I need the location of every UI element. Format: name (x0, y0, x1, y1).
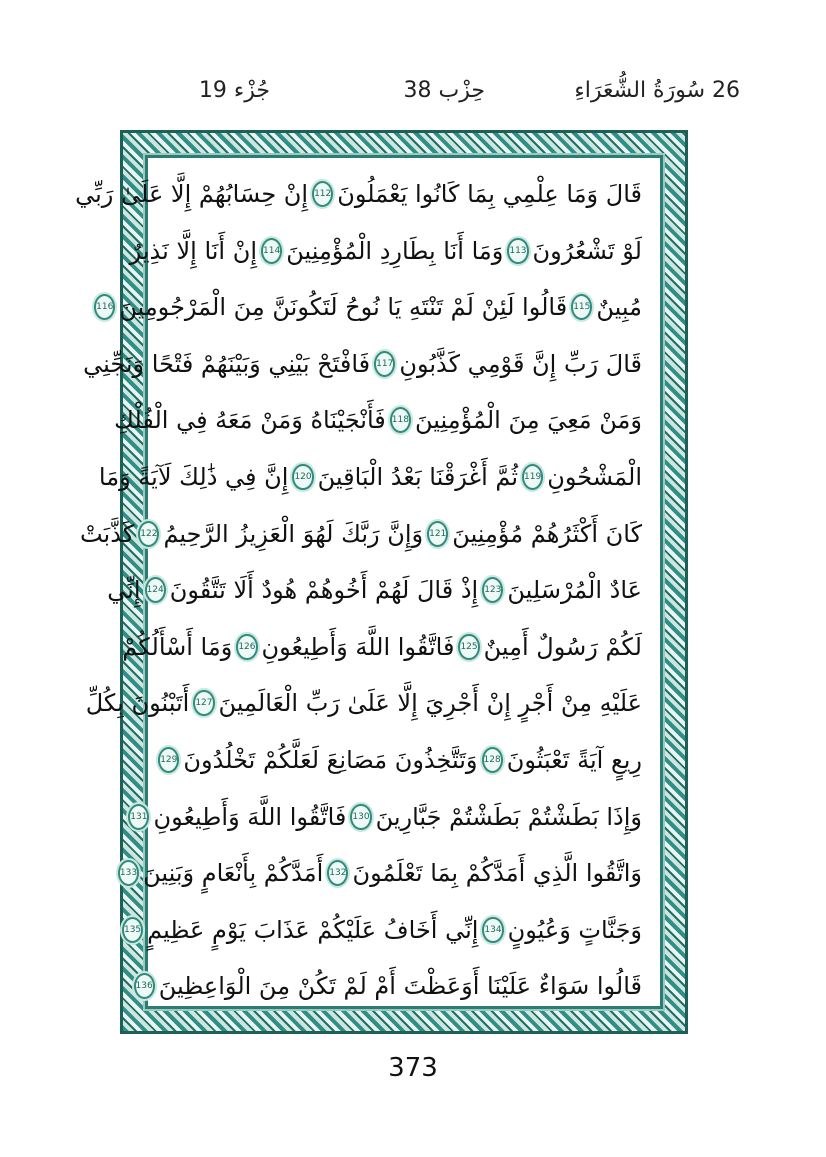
verse-text: إِنَّ فِي ذَٰلِكَ لَآيَةً وَمَا (98, 463, 289, 491)
ayah-end-rosette-icon: 129 (158, 747, 179, 773)
verse-line (160, 732, 642, 788)
verse-line (98, 449, 642, 505)
ayah-end-rosette-icon: 132 (327, 860, 348, 886)
verse-text: قَالُوا سَوَاءٌ عَلَيْنَا أَوَعَظْتَ أَمْ لَمْ تَكُنْ مِنَ الْوَاعِظِينَ (158, 972, 642, 1001)
ayah-end-rosette-icon: 127 (193, 690, 214, 716)
verse-lines (75, 166, 642, 1001)
verse-text: إِنْ أَنَا إِلَّا نَذِيرٌ (129, 236, 258, 265)
ayah-end-rosette-icon: 116 (94, 294, 115, 320)
verse-text: فَاتَّقُوا اللَّهَ وَأَطِيعُونِ (153, 802, 347, 831)
verse-text: وَمَا أَنَا بِطَارِدِ الْمُؤْمِنِينَ (286, 236, 504, 265)
verse-text: وَإِنَّ رَبَّكَ لَهُوَ الْعَزِيزُ الرَّحِيمُ (163, 519, 424, 548)
surah-title: 26 سُورَةُ الشُّعَرَاءِ (574, 78, 740, 103)
verse-text: أَمَدَّكُمْ بِأَنْعَامٍ وَبَنِينَ (143, 859, 324, 888)
verse-line (122, 619, 642, 675)
ayah-end-rosette-icon: 133 (118, 860, 139, 886)
page-header (140, 78, 740, 118)
ayah-end-rosette-icon: 119 (522, 464, 543, 490)
verse-text: وَاتَّقُوا الَّذِي أَمَدَّكُمْ بِمَا تَعْلَمُونَ (352, 859, 642, 888)
verse-text: إِنْ حِسَابُهُمْ إِلَّا عَلَىٰ رَبِّي (75, 180, 309, 208)
juz-label: جُزْء 19 (198, 78, 270, 103)
ayah-end-rosette-icon: 120 (292, 464, 313, 490)
verse-line (79, 506, 642, 562)
ayah-end-rosette-icon: 135 (122, 917, 143, 943)
ayah-end-rosette-icon: 118 (390, 407, 411, 433)
verse-text: عَلَيْهِ مِنْ أَجْرٍ إِنْ أَجْرِيَ إِلَّا عَلَىٰ رَبِّ الْعَالَمِينَ (218, 689, 642, 718)
verse-text: مُبِينٌ (596, 293, 642, 322)
ayah-end-rosette-icon: 125 (458, 634, 479, 660)
verse-line (75, 166, 642, 222)
ayah-end-rosette-icon: 121 (427, 521, 448, 547)
verse-text: الْمَشْحُونِ (547, 463, 642, 491)
verse-line (85, 675, 642, 731)
verse-line (123, 902, 642, 958)
ayah-end-rosette-icon: 128 (482, 747, 503, 773)
verse-line (96, 279, 642, 335)
verse-text: لَوْ تَشْعُرُونَ (532, 236, 642, 265)
verse-text: عَادٌ الْمُرْسَلِينَ (507, 576, 642, 605)
text-panel (75, 155, 663, 1009)
ayah-end-rosette-icon: 115 (571, 294, 592, 320)
verse-text: ثُمَّ أَغْرَقْنَا بَعْدُ الْبَاقِينَ (317, 463, 519, 491)
ayah-end-rosette-icon: 124 (145, 577, 166, 603)
verse-text: إِذْ قَالَ لَهُمْ أَخُوهُمْ هُودٌ أَلَا تَتَّقُونَ (169, 576, 479, 605)
ayah-end-rosette-icon: 136 (134, 973, 155, 999)
verse-line (83, 336, 642, 392)
verse-text: لَكُمْ رَسُولٌ أَمِينٌ (483, 632, 642, 661)
verse-text: فَأَنْجَيْنَاهُ وَمَنْ مَعَهُ فِي الْفُلْكِ (114, 406, 386, 435)
ayah-end-rosette-icon: 123 (482, 577, 503, 603)
hizb-label: حِزْب 38 (403, 78, 485, 103)
verse-text: إِنِّي (107, 576, 141, 605)
verse-text: قَالُوا لَئِنْ لَمْ تَنْتَهِ يَا نُوحُ لَتَكُونَنَّ مِنَ الْمَرْجُومِينَ (119, 293, 568, 322)
verse-text: وَتَتَّخِذُونَ مَصَانِعَ لَعَلَّكُمْ تَخْلُدُونَ (183, 746, 478, 774)
verse-text: قَالَ رَبِّ إِنَّ قَوْمِي كَذَّبُونِ (399, 349, 642, 378)
verse-text: قَالَ وَمَا عِلْمِي بِمَا كَانُوا يَعْمَلُونَ (337, 180, 642, 208)
verse-text: رِيعٍ آيَةً تَعْبَثُونَ (506, 746, 642, 774)
ayah-end-rosette-icon: 126 (236, 634, 257, 660)
verse-text: كَذَّبَتْ (79, 519, 135, 548)
verse-text: إِنِّي أَخَافُ عَلَيْكُمْ عَذَابَ يَوْمٍ عَظِيمٍ (147, 915, 479, 944)
ayah-end-rosette-icon: 122 (138, 521, 159, 547)
verse-text: وَإِذَا بَطَشْتُمْ بَطَشْتُمْ جَبَّارِينَ (375, 802, 642, 831)
ayah-end-rosette-icon: 131 (128, 804, 149, 830)
verse-line (114, 392, 642, 448)
verse-text: أَتَبْنُونَ بِكُلِّ (85, 689, 190, 718)
verse-text: وَمَا أَسْأَلُكُمْ (122, 632, 233, 661)
verse-text: فَافْتَحْ بَيْنِي وَبَيْنَهُمْ فَتْحًا وَنَجِّنِي (83, 349, 371, 378)
ayah-end-rosette-icon: 117 (374, 351, 395, 377)
verse-text: وَمَنْ مَعِيَ مِنَ الْمُؤْمِنِينَ (414, 406, 642, 435)
ornamental-border (75, 130, 688, 1034)
verse-line (129, 223, 642, 279)
verse-text: وَجَنَّاتٍ وَعُيُونٍ (507, 915, 642, 944)
verse-text: كَانَ أَكْثَرُهُمْ مُؤْمِنِينَ (452, 519, 642, 548)
ayah-end-rosette-icon: 112 (312, 181, 333, 207)
ayah-end-rosette-icon: 113 (507, 238, 528, 264)
verse-line (119, 845, 642, 901)
verse-line (107, 562, 642, 618)
page-number: 373 (388, 1053, 438, 1083)
verse-line (135, 958, 642, 1014)
verse-line (130, 789, 642, 845)
ayah-end-rosette-icon: 130 (350, 804, 371, 830)
ayah-end-rosette-icon: 114 (261, 238, 282, 264)
verse-text: فَاتَّقُوا اللَّهَ وَأَطِيعُونِ (261, 632, 455, 661)
ayah-end-rosette-icon: 134 (482, 917, 503, 943)
